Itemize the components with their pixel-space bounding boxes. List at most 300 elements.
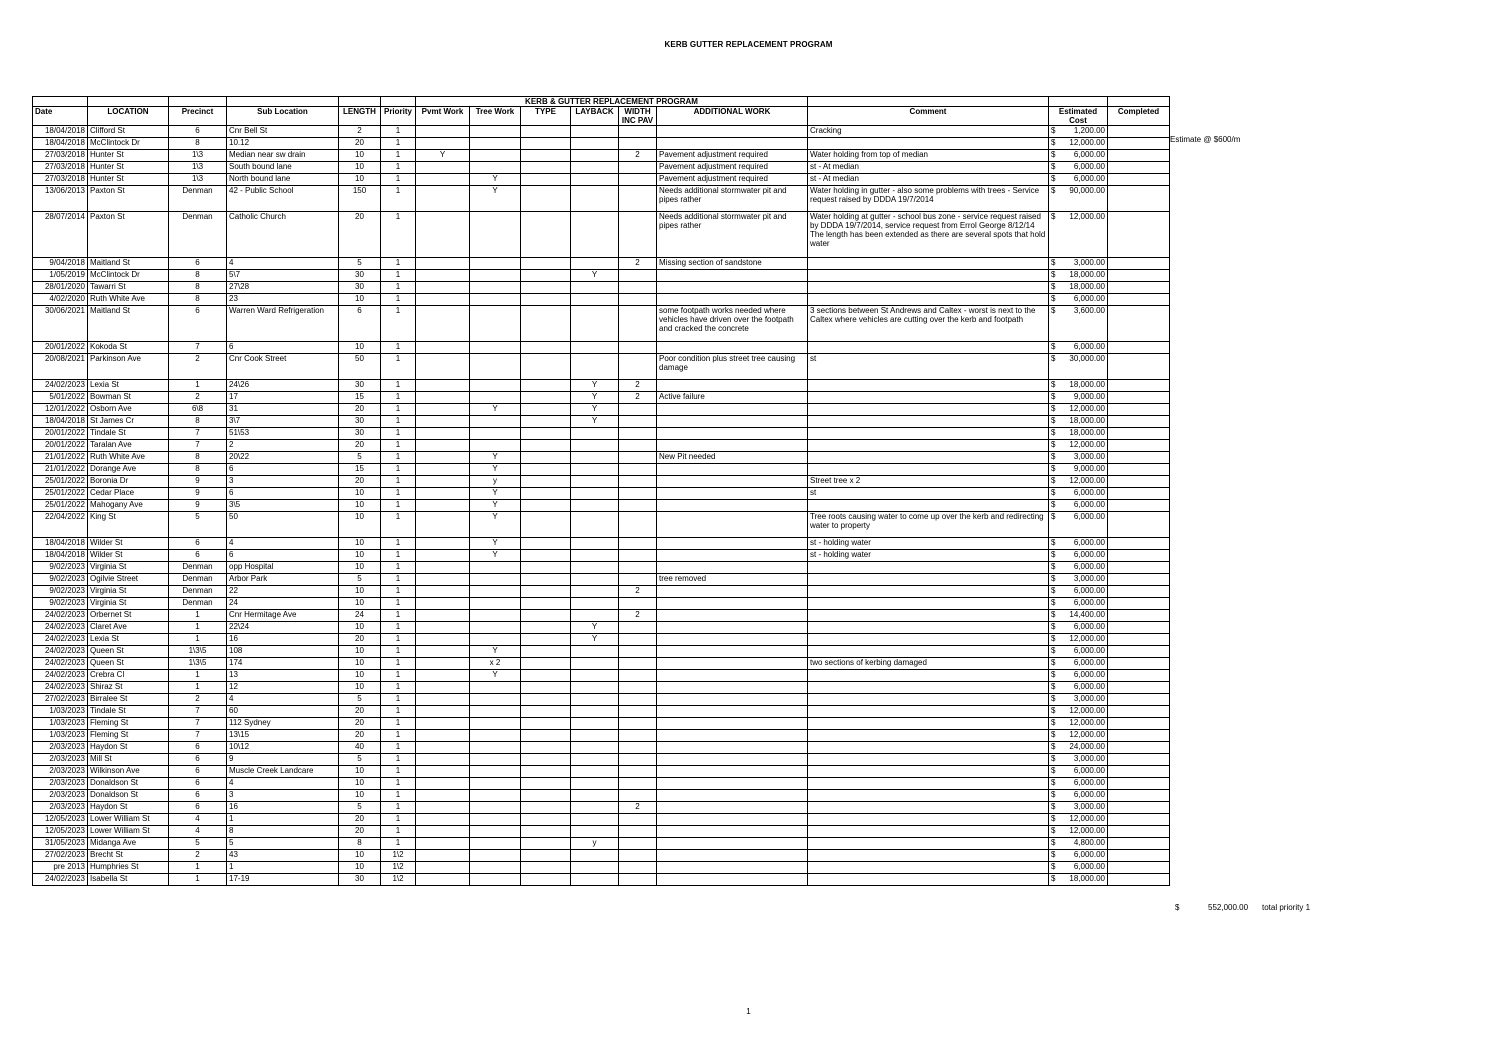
table-cell: Needs additional stormwater pit and pipes rather	[657, 186, 808, 212]
table-cell: Denman	[169, 574, 227, 586]
table-row	[33, 464, 1170, 476]
table-cell	[657, 562, 808, 574]
currency-symbol: $	[1051, 488, 1056, 497]
table-cell: Y	[470, 538, 521, 550]
cost-amount: 12,000.00	[1069, 814, 1105, 823]
table-cell: 1\3\5	[169, 646, 227, 658]
table-cell: 2	[619, 258, 657, 270]
table-cell: Denman	[169, 598, 227, 610]
table-cell: 6	[169, 538, 227, 550]
table-cell	[470, 790, 521, 802]
table-cell	[521, 874, 571, 886]
table-row	[33, 488, 1170, 500]
table-cell	[571, 150, 619, 162]
table-cell: North bound lane	[227, 174, 339, 186]
table-cell	[470, 416, 521, 428]
table-cell: 6	[169, 754, 227, 766]
table-cell	[657, 488, 808, 500]
table-cell	[416, 500, 470, 512]
table-cell: 30	[339, 380, 381, 392]
currency-symbol: $	[1051, 354, 1056, 363]
table-cell	[521, 452, 571, 464]
completed-cell	[1108, 778, 1170, 790]
table-cell	[619, 826, 657, 838]
cost-cell	[1049, 646, 1108, 658]
table-cell: pre 2013	[33, 862, 88, 874]
table-cell	[571, 718, 619, 730]
table-cell	[470, 730, 521, 742]
table-cell	[619, 838, 657, 850]
cost-cell	[1049, 718, 1108, 730]
currency-symbol: $	[1051, 380, 1056, 389]
cost-amount: 6,000.00	[1073, 658, 1105, 667]
cost-amount: 18,000.00	[1069, 874, 1105, 883]
currency-symbol: $	[1051, 646, 1056, 655]
table-cell	[619, 440, 657, 452]
table-cell	[521, 574, 571, 586]
completed-cell	[1108, 342, 1170, 354]
completed-cell	[1108, 874, 1170, 886]
table-cell: 1	[169, 634, 227, 646]
completed-cell	[1108, 586, 1170, 598]
table-cell	[657, 416, 808, 428]
table-cell	[657, 790, 808, 802]
cost-cell	[1049, 658, 1108, 670]
table-cell: 112 Sydney	[227, 718, 339, 730]
completed-cell	[1108, 754, 1170, 766]
table-row	[33, 150, 1170, 162]
table-cell: Water holding at gutter - school bus zone - service request raised by DDDA 19/7/2014, service request from Errol George 8/12/14 The length has been extended as there are several spots that hold water	[808, 212, 1049, 258]
total-priority-value: 552,000.00	[1208, 903, 1249, 912]
table-cell: 2/03/2023	[33, 742, 88, 754]
table-cell: King St	[88, 512, 169, 538]
table-cell	[416, 754, 470, 766]
table-cell	[521, 862, 571, 874]
table-row	[33, 428, 1170, 440]
table-cell	[657, 838, 808, 850]
table-cell: Y	[470, 488, 521, 500]
table-cell: 6	[169, 766, 227, 778]
table-cell	[619, 850, 657, 862]
table-cell: 10	[339, 488, 381, 500]
cost-cell	[1049, 186, 1108, 212]
table-cell	[521, 162, 571, 174]
cost-amount: 12,000.00	[1069, 706, 1105, 715]
table-cell	[416, 306, 470, 342]
table-cell: Y	[571, 270, 619, 282]
table-cell: 10	[339, 500, 381, 512]
table-cell: 18/04/2018	[33, 138, 88, 150]
completed-cell	[1108, 380, 1170, 392]
table-cell: Virginia St	[88, 586, 169, 598]
table-cell: Y	[571, 416, 619, 428]
cost-cell	[1049, 342, 1108, 354]
table-cell: 2	[619, 380, 657, 392]
table-cell: 10	[339, 562, 381, 574]
table-cell: 1	[381, 416, 416, 428]
cost-cell	[1049, 766, 1108, 778]
currency-symbol: $	[1051, 694, 1056, 703]
table-cell: 21/01/2022	[33, 452, 88, 464]
cost-cell	[1049, 306, 1108, 342]
table-cell	[619, 186, 657, 212]
table-cell: 20/08/2021	[33, 354, 88, 380]
table-cell: Paxton St	[88, 186, 169, 212]
table-cell	[470, 622, 521, 634]
column-header: Comment	[808, 107, 1049, 126]
table-cell	[808, 790, 1049, 802]
table-cell: 10	[339, 670, 381, 682]
cost-amount: 6,000.00	[1073, 500, 1105, 509]
table-cell: Cedar Place	[88, 488, 169, 500]
table-cell	[619, 694, 657, 706]
table-cell: 20	[339, 730, 381, 742]
table-cell: Water holding in gutter - also some problems with trees - Service request raised by DDDA 19/7/2014	[808, 186, 1049, 212]
cost-amount: 6,000.00	[1073, 562, 1105, 571]
table-cell	[808, 814, 1049, 826]
table-cell: Fleming St	[88, 718, 169, 730]
table-cell	[657, 126, 808, 138]
completed-cell	[1108, 488, 1170, 500]
table-cell: 27/02/2023	[33, 694, 88, 706]
table-cell: 10	[339, 622, 381, 634]
currency-symbol: $	[1051, 610, 1056, 619]
table-cell: 3	[227, 476, 339, 488]
currency-symbol: $	[1051, 258, 1056, 267]
table-cell	[521, 138, 571, 150]
table-cell: 1/03/2023	[33, 706, 88, 718]
table-cell	[619, 354, 657, 380]
table-cell	[416, 282, 470, 294]
table-cell: 10	[339, 538, 381, 550]
cost-amount: 4,800.00	[1073, 838, 1105, 847]
table-cell: 20	[339, 404, 381, 416]
table-cell: 2	[169, 850, 227, 862]
table-cell	[416, 790, 470, 802]
column-header: Tree Work	[470, 107, 521, 126]
table-cell	[571, 682, 619, 694]
column-header: Pvmt Work	[416, 107, 470, 126]
table-cell	[619, 682, 657, 694]
currency-symbol: $	[1051, 440, 1056, 449]
table-row	[33, 634, 1170, 646]
table-cell: 20/01/2022	[33, 440, 88, 452]
table-cell: 1	[169, 862, 227, 874]
table-cell: Y	[470, 174, 521, 186]
cost-cell	[1049, 706, 1108, 718]
completed-cell	[1108, 150, 1170, 162]
table-cell: 1	[381, 174, 416, 186]
table-cell: 1	[381, 150, 416, 162]
table-cell: 3\7	[227, 416, 339, 428]
table-cell	[521, 150, 571, 162]
table-cell	[657, 500, 808, 512]
table-cell: 16	[227, 802, 339, 814]
table-cell	[521, 270, 571, 282]
table-cell: Humphries St	[88, 862, 169, 874]
table-cell	[808, 404, 1049, 416]
cost-cell	[1049, 212, 1108, 258]
cost-amount: 6,000.00	[1073, 670, 1105, 679]
completed-cell	[1108, 670, 1170, 682]
table-cell: 30/06/2021	[33, 306, 88, 342]
table-cell	[521, 476, 571, 488]
table-cell: 24/02/2023	[33, 658, 88, 670]
table-row	[33, 500, 1170, 512]
table-cell	[470, 718, 521, 730]
cost-amount: 12,000.00	[1069, 440, 1105, 449]
table-cell	[521, 440, 571, 452]
table-cell: 1	[381, 258, 416, 270]
cost-amount: 3,000.00	[1073, 258, 1105, 267]
currency-symbol: $	[1051, 670, 1056, 679]
table-cell: Y	[470, 404, 521, 416]
table-cell: Wilder St	[88, 538, 169, 550]
table-cell: 21/01/2022	[33, 464, 88, 476]
table-cell: x 2	[470, 658, 521, 670]
table-cell	[521, 598, 571, 610]
currency-symbol: $	[1051, 550, 1056, 559]
table-row	[33, 162, 1170, 174]
table-cell: 1	[381, 162, 416, 174]
completed-cell	[1108, 354, 1170, 380]
table-cell: 6	[169, 742, 227, 754]
table-cell: 1	[381, 512, 416, 538]
table-cell: Mahogany Ave	[88, 500, 169, 512]
table-cell	[416, 658, 470, 670]
completed-cell	[1108, 838, 1170, 850]
table-cell	[521, 742, 571, 754]
cost-cell	[1049, 622, 1108, 634]
table-cell: st - At median	[808, 162, 1049, 174]
completed-cell	[1108, 138, 1170, 150]
table-row	[33, 790, 1170, 802]
table-cell: 1	[381, 682, 416, 694]
table-cell	[619, 428, 657, 440]
table-cell: 7	[169, 342, 227, 354]
table-cell	[521, 826, 571, 838]
table-cell	[619, 126, 657, 138]
table-cell: 9/02/2023	[33, 586, 88, 598]
completed-cell	[1108, 186, 1170, 212]
table-cell: 1/03/2023	[33, 718, 88, 730]
cost-amount: 6,000.00	[1073, 512, 1105, 521]
cost-amount: 18,000.00	[1069, 416, 1105, 425]
table-row	[33, 754, 1170, 766]
table-cell	[657, 766, 808, 778]
table-cell	[416, 562, 470, 574]
completed-cell	[1108, 306, 1170, 342]
completed-cell	[1108, 294, 1170, 306]
table-cell: Isabella St	[88, 874, 169, 886]
table-cell: 23	[227, 294, 339, 306]
table-cell: 1	[227, 814, 339, 826]
table-row	[33, 802, 1170, 814]
cost-amount: 12,000.00	[1069, 718, 1105, 727]
table-cell: 6	[169, 802, 227, 814]
table-cell: 1\2	[381, 850, 416, 862]
table-cell	[619, 670, 657, 682]
table-cell: 24	[339, 610, 381, 622]
table-cell	[571, 730, 619, 742]
table-cell	[571, 258, 619, 270]
table-cell: 24/02/2023	[33, 634, 88, 646]
cost-cell	[1049, 682, 1108, 694]
table-cell	[571, 586, 619, 598]
cost-amount: 6,000.00	[1073, 850, 1105, 859]
table-row	[33, 270, 1170, 282]
table-cell	[470, 306, 521, 342]
completed-cell	[1108, 814, 1170, 826]
currency-symbol: $	[1051, 586, 1056, 595]
table-cell	[571, 126, 619, 138]
table-cell: Boronia Dr	[88, 476, 169, 488]
table-cell	[571, 610, 619, 622]
table-cell	[470, 562, 521, 574]
table-cell: 50	[227, 512, 339, 538]
table-cell: Water holding from top of median	[808, 150, 1049, 162]
table-cell: Pavement adjustment required	[657, 162, 808, 174]
table-cell	[416, 212, 470, 258]
table-cell: 8	[169, 282, 227, 294]
cost-amount: 90,000.00	[1069, 186, 1105, 195]
completed-cell	[1108, 212, 1170, 258]
table-cell	[571, 742, 619, 754]
currency-symbol: $	[1051, 282, 1056, 291]
table-row	[33, 258, 1170, 270]
table-cell: 2/03/2023	[33, 754, 88, 766]
completed-cell	[1108, 826, 1170, 838]
table-cell	[521, 754, 571, 766]
table-cell: Tindale St	[88, 706, 169, 718]
table-cell: 5/01/2022	[33, 392, 88, 404]
completed-cell	[1108, 646, 1170, 658]
table-cell	[808, 562, 1049, 574]
cost-cell	[1049, 550, 1108, 562]
table-cell	[657, 706, 808, 718]
currency-symbol: $	[1051, 826, 1056, 835]
table-cell	[571, 694, 619, 706]
table-cell	[416, 464, 470, 476]
table-cell: some footpath works needed where vehicles have driven over the footpath and cracked the concrete	[657, 306, 808, 342]
table-cell: 7	[169, 730, 227, 742]
table-cell	[521, 416, 571, 428]
table-cell: opp Hospital	[227, 562, 339, 574]
table-row	[33, 392, 1170, 404]
table-cell: Cnr Hermitage Ave	[227, 610, 339, 622]
table-cell: 1	[381, 212, 416, 258]
table-cell: 1	[381, 754, 416, 766]
completed-cell	[1108, 500, 1170, 512]
cost-amount: 18,000.00	[1069, 428, 1105, 437]
table-cell	[571, 476, 619, 488]
table-cell: 10\12	[227, 742, 339, 754]
table-cell: y	[470, 476, 521, 488]
table-cell: 10	[339, 658, 381, 670]
table-cell: 7	[169, 440, 227, 452]
table-cell: 1	[381, 814, 416, 826]
table-cell: Queen St	[88, 658, 169, 670]
table-cell: Ruth White Ave	[88, 294, 169, 306]
table-cell	[416, 174, 470, 186]
table-cell	[808, 342, 1049, 354]
table-row	[33, 174, 1170, 186]
table-cell	[808, 392, 1049, 404]
cost-amount: 9,000.00	[1073, 464, 1105, 473]
cost-amount: 12,000.00	[1069, 212, 1105, 221]
table-cell: 10	[339, 598, 381, 610]
completed-cell	[1108, 428, 1170, 440]
table-cell: 1\3	[169, 174, 227, 186]
table-cell: 2	[619, 392, 657, 404]
table-cell: Wilkinson Ave	[88, 766, 169, 778]
table-cell: Lower William St	[88, 814, 169, 826]
table-cell: 8	[169, 270, 227, 282]
table-cell	[571, 538, 619, 550]
table-cell	[619, 646, 657, 658]
table-cell	[416, 574, 470, 586]
table-cell: 7	[169, 718, 227, 730]
completed-cell	[1108, 610, 1170, 622]
table-cell: 6	[227, 488, 339, 500]
cost-cell	[1049, 150, 1108, 162]
table-cell: 1	[381, 380, 416, 392]
currency-symbol: $	[1051, 718, 1056, 727]
table-row	[33, 550, 1170, 562]
table-cell	[470, 586, 521, 598]
table-cell: Midanga Ave	[88, 838, 169, 850]
table-cell	[416, 452, 470, 464]
currency-symbol: $	[1051, 622, 1056, 631]
table-cell: 12/05/2023	[33, 826, 88, 838]
table-cell: 4/02/2020	[33, 294, 88, 306]
table-cell: 22/04/2022	[33, 512, 88, 538]
table-row	[33, 742, 1170, 754]
table-cell	[657, 862, 808, 874]
cost-amount: 6,000.00	[1073, 294, 1105, 303]
table-cell: 24	[227, 598, 339, 610]
table-cell: 1\3	[169, 150, 227, 162]
table-cell	[808, 138, 1049, 150]
table-cell	[470, 850, 521, 862]
table-cell: 10	[339, 790, 381, 802]
table-cell: Street tree x 2	[808, 476, 1049, 488]
cost-amount: 30,000.00	[1069, 354, 1105, 363]
cost-amount: 3,600.00	[1073, 306, 1105, 315]
table-cell	[470, 428, 521, 440]
table-cell	[571, 598, 619, 610]
table-cell	[470, 212, 521, 258]
table-cell: 2/03/2023	[33, 790, 88, 802]
table-cell: 1	[381, 718, 416, 730]
cost-cell	[1049, 802, 1108, 814]
cost-cell	[1049, 354, 1108, 380]
table-cell	[619, 282, 657, 294]
table-cell	[808, 730, 1049, 742]
estimate-note: Estimate @ $600/m	[1170, 135, 1241, 144]
table-cell: Hunter St	[88, 162, 169, 174]
table-cell	[657, 440, 808, 452]
table-cell: 1	[381, 464, 416, 476]
table-cell: 1	[381, 306, 416, 342]
table-row	[33, 814, 1170, 826]
table-cell	[571, 488, 619, 500]
table-cell: 1	[381, 126, 416, 138]
cost-cell	[1049, 476, 1108, 488]
cost-amount: 18,000.00	[1069, 380, 1105, 389]
table-cell: Pavement adjustment required	[657, 174, 808, 186]
column-header: ADDITIONAL WORK	[657, 107, 808, 126]
